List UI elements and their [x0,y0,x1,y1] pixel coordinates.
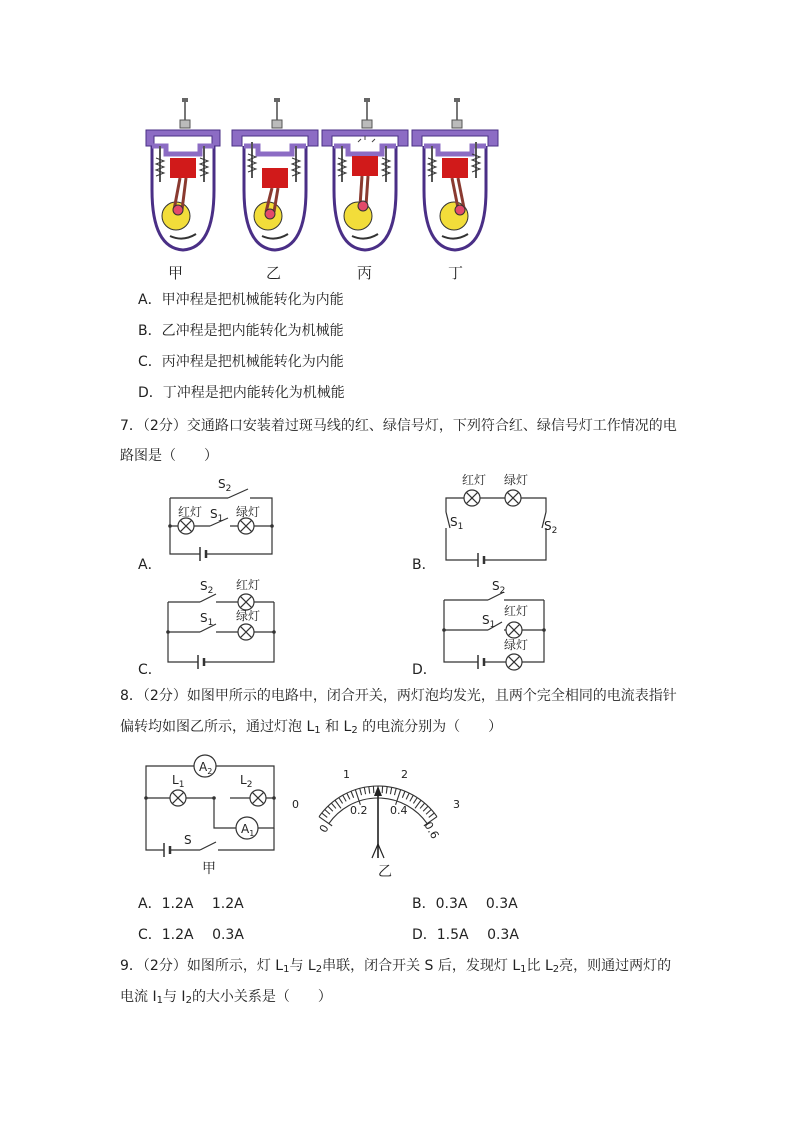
engine-diagram-bing [320,98,410,256]
dial-zero-top: 0 [292,798,299,811]
q7a-s1-label: $S_1$ [210,507,224,524]
dial-tick [420,803,425,808]
q9-question-line1: 9．（2分）如图所示，灯 $L_1$与 $L_2$串联，闭合开关 S 后，发现灯 $L_1$比 $L_2$亮，则通过两灯的 [120,958,672,975]
engine-label-jia: 甲 [168,264,184,282]
dial-tick [386,787,387,794]
dial-tick [322,813,327,817]
engine-diagram-ding [410,98,500,256]
dial-tick [347,793,350,799]
dial-top-3: 3 [453,798,460,811]
q8-option-c: C．1.2A 0.3A [138,927,244,943]
q7c-s2-label: $S_2$ [200,579,214,596]
q8-ammeter-a2-label: $A_2$ [199,760,213,776]
q7c-s1-label: $S_1$ [200,611,214,628]
dial-tick [429,813,434,817]
dial-bottom-0: 0 [316,822,332,835]
dial-bottom-02: 0.2 [350,804,368,817]
dial-top-2: 2 [401,768,408,781]
q7-option-a-label: A． [138,557,162,573]
q8-question-line1: 8．（2分）如图甲所示的电路中，闭合开关，两灯泡均发光，且两个完全相同的电流表指针 [120,688,677,704]
q7-question-line2: 路图是（ ） [120,448,218,464]
q7-option-d-label: D． [412,662,437,678]
q7b-green-label: 绿灯 [504,473,529,487]
dial-bottom-06: 0.6 [421,819,442,842]
dial-tick [394,788,396,795]
q7a-s2-label: $S_2$ [218,477,232,494]
q9-question-line2: 电流 $I_1$与 $I_2$的大小关系是（ ） [120,989,332,1006]
engine-diagram-yi [230,98,320,256]
q7-circuit-a [158,474,280,566]
dial-tick [426,810,431,815]
q7d-green-label: 绿灯 [504,638,529,652]
dial-tick [369,787,370,794]
q8-question-line2: 偏转均如图乙所示，通过灯泡 $L_1$ 和 $L_2$ 的电流分别为（ ） [120,719,503,736]
dial-tick [339,798,343,804]
dial-bottom-04: 0.4 [390,804,408,817]
q7-option-b-label: B． [412,557,436,573]
q7-question-line1: 7．（2分）交通路口安装着过斑马线的红、绿信号灯，下列符合红、绿信号灯工作情况的电 [120,418,677,434]
engine-diagram-jia [138,98,228,256]
dial-tick [390,787,391,794]
dial-tick [402,791,405,797]
dial-tick [364,787,365,794]
dial-tick [331,803,336,808]
q6-option-a: A．甲冲程是把机械能转化为内能 [138,292,344,308]
dial-tick [423,806,428,811]
q7-circuit-c [160,576,280,668]
engine-label-ding: 丁 [448,264,464,282]
q7d-red-label: 红灯 [504,604,529,618]
dial-tick [360,788,362,795]
q7c-green-label: 绿灯 [236,609,261,623]
q8-s-label: S [184,833,192,847]
dial-needle-head [374,786,382,796]
q7d-s1-label: $S_1$ [482,613,496,630]
q7-circuit-d [438,579,552,670]
dial-tick [351,791,354,797]
dial-tick [343,795,346,801]
q8-ammeter-dial [290,762,470,862]
q8-l2-label: $L_2$ [240,773,253,790]
dial-tick [413,798,417,804]
dial-tick [415,800,421,808]
q8-l1-label: $L_1$ [172,773,185,790]
q7b-red-label: 红灯 [462,473,487,487]
q8-fig-yi-label: 乙 [378,864,392,880]
q7b-s2-label: $S_2$ [544,519,558,536]
engine-label-bing: 丙 [357,264,373,282]
q7b-s1-label: $S_1$ [450,515,464,532]
q7c-red-label: 红灯 [236,578,261,592]
dial-tick [410,795,413,801]
q8-circuit-jia [138,750,288,862]
q8-option-b: B．0.3A 0.3A [412,896,518,912]
q6-option-c: C．丙冲程是把机械能转化为内能 [138,354,344,370]
q6-option-b: B．乙冲程是把内能转化为机械能 [138,323,344,339]
dial-tick [335,800,341,808]
dial-tick [325,810,330,815]
q7d-s2-label: $S_2$ [492,579,506,596]
q8-option-a: A．1.2A 1.2A [138,896,244,912]
q7-circuit-b [438,468,556,570]
engine-label-yi: 乙 [266,264,282,282]
q8-ammeter-a1-label: $A_1$ [241,822,255,838]
q6-option-d: D．丁冲程是把内能转化为机械能 [138,385,345,401]
q7a-red-label: 红灯 [178,505,203,519]
dial-tick [328,806,333,811]
dial-tick [406,793,409,799]
q7a-green-label: 绿灯 [236,505,261,519]
dial-top-1: 1 [343,768,350,781]
q8-option-d: D．1.5A 0.3A [412,927,519,943]
q8-fig-jia-label: 甲 [202,861,216,877]
q7-option-c-label: C． [138,662,162,678]
